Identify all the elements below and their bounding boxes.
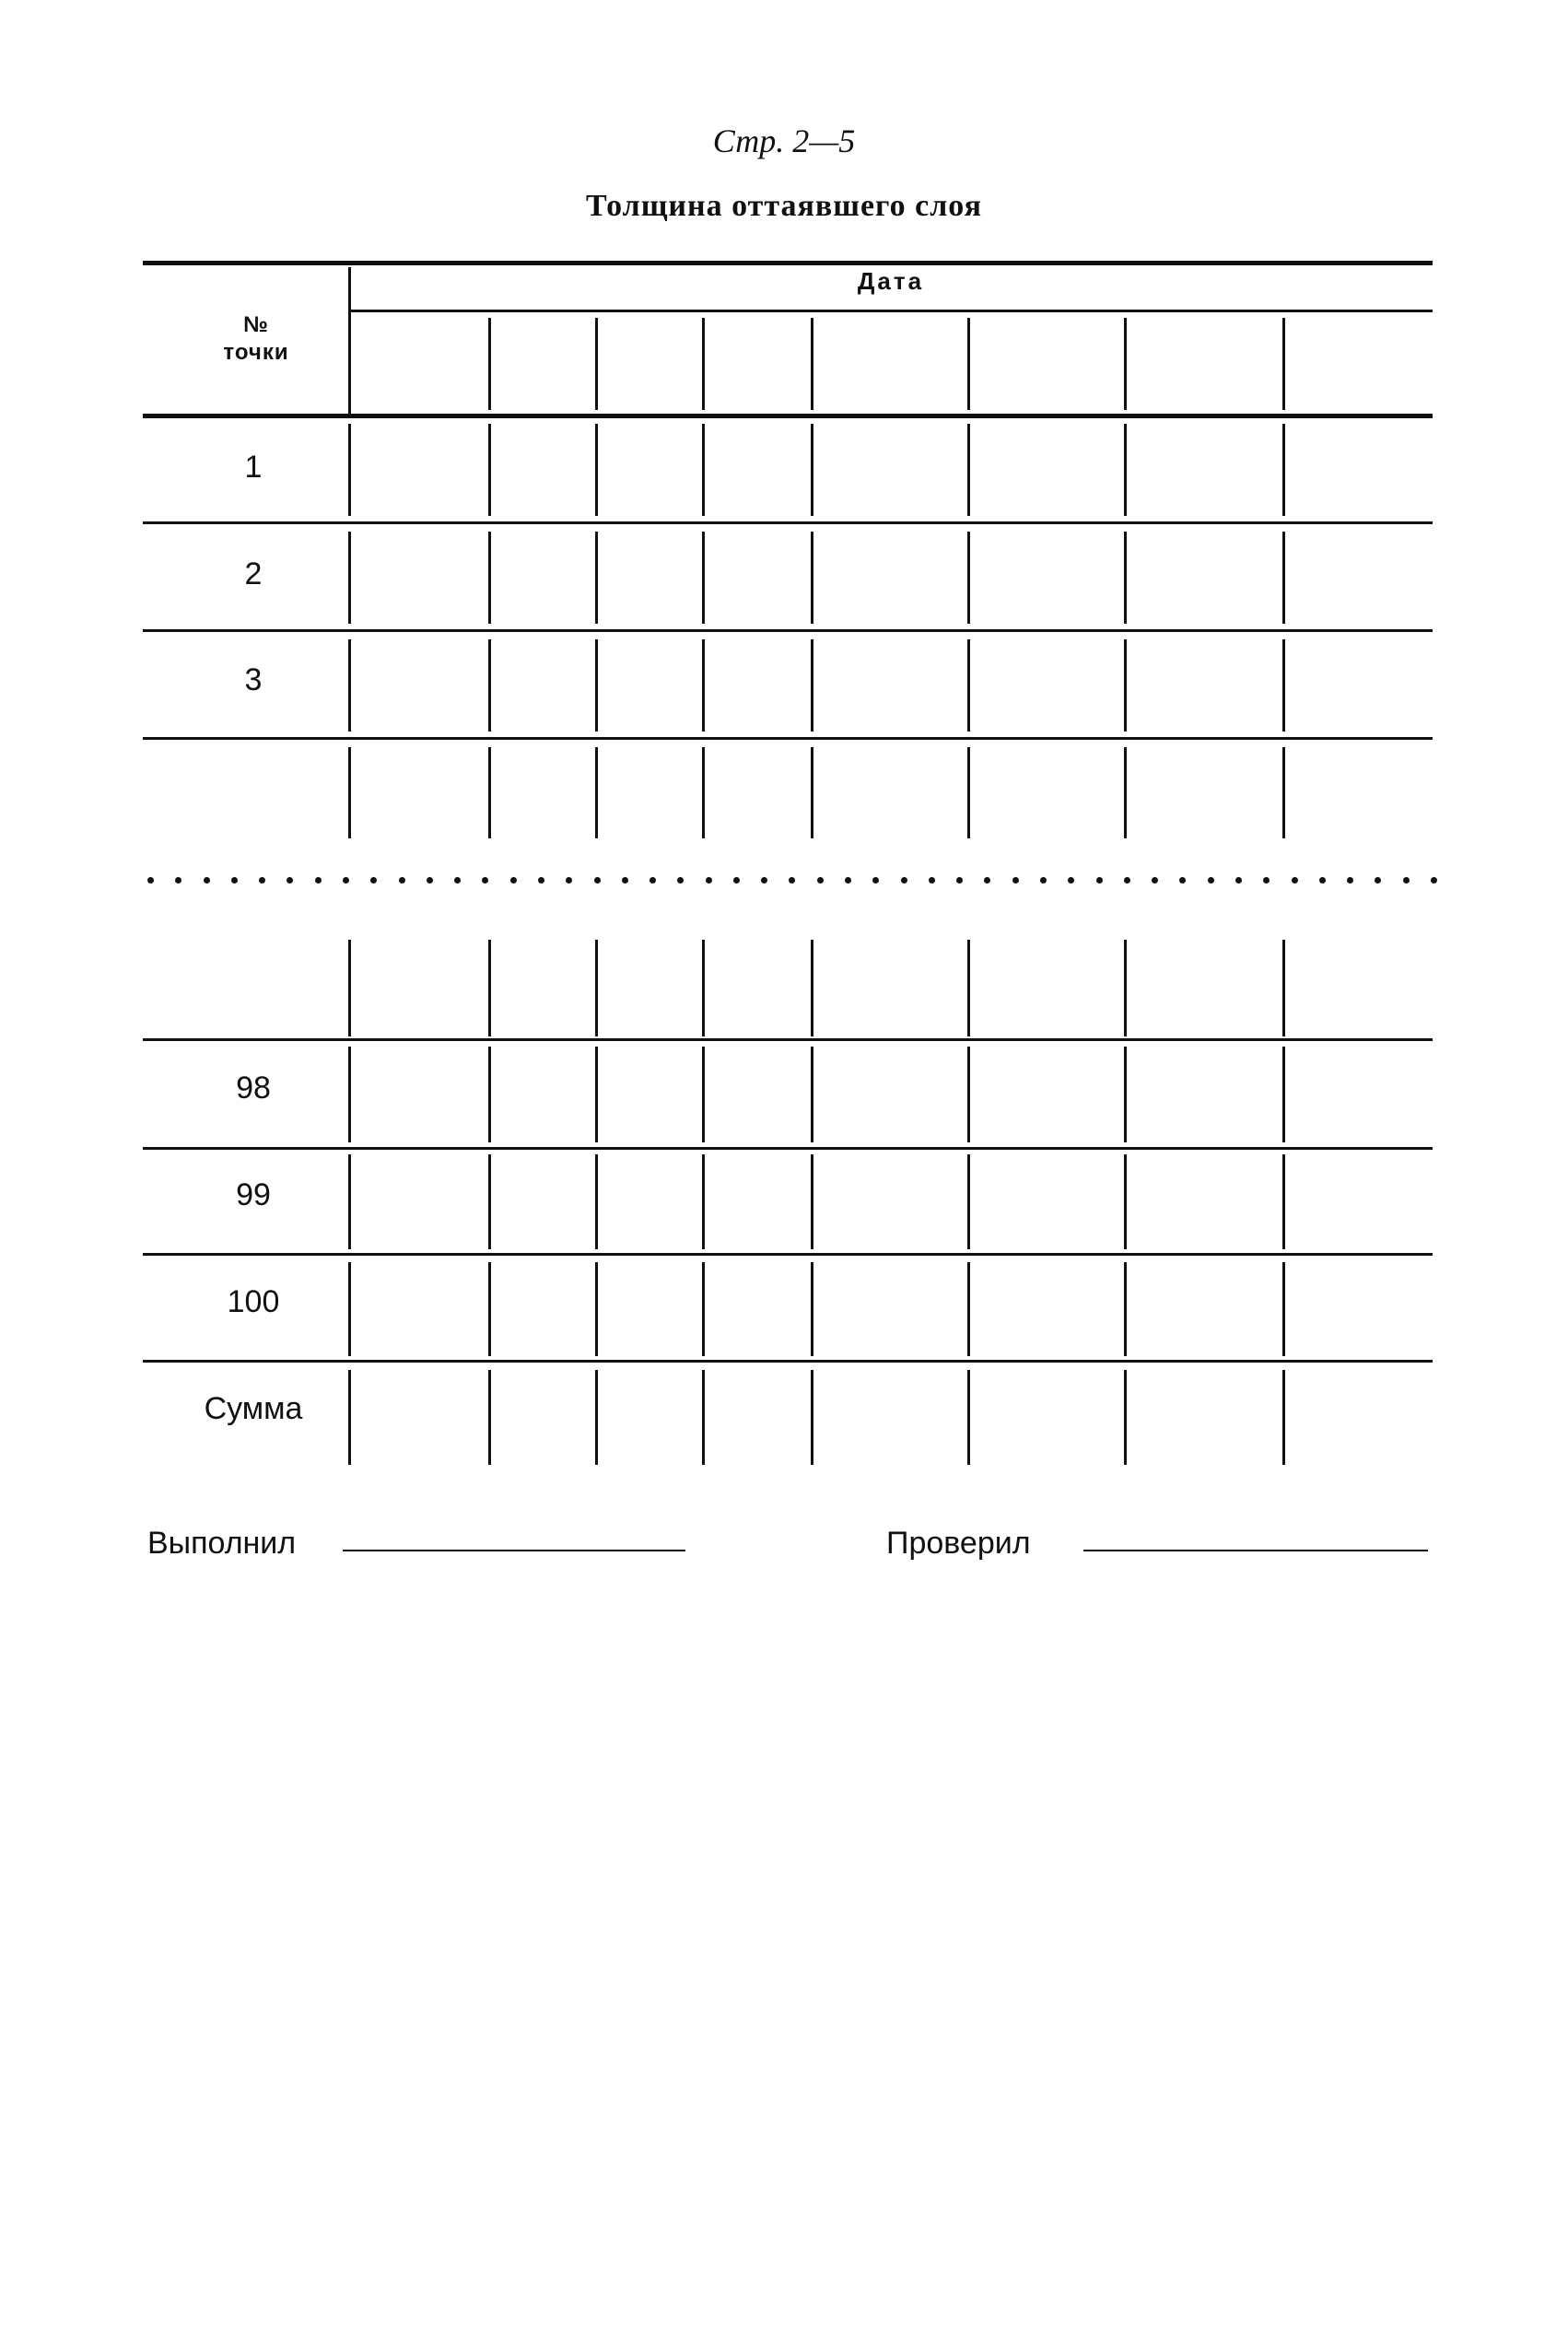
ellipsis-dot bbox=[1124, 877, 1130, 884]
ellipsis-dot bbox=[231, 877, 238, 884]
row-separator bbox=[143, 737, 1433, 740]
ellipsis-dot bbox=[1263, 877, 1270, 884]
column-line bbox=[702, 639, 705, 731]
column-line bbox=[348, 747, 351, 838]
column-line bbox=[1282, 940, 1285, 1036]
ellipsis-dot bbox=[649, 877, 656, 884]
column-line bbox=[967, 1262, 970, 1356]
column-line bbox=[702, 940, 705, 1036]
column-line bbox=[1282, 1154, 1285, 1249]
column-line bbox=[488, 1154, 491, 1249]
ellipsis-dot bbox=[287, 877, 293, 884]
ellipsis-dot bbox=[566, 877, 572, 884]
column-line bbox=[1124, 1370, 1127, 1465]
column-line bbox=[967, 747, 970, 838]
ellipsis-dot bbox=[677, 877, 684, 884]
ellipsis-dot bbox=[1375, 877, 1381, 884]
ellipsis-dot bbox=[1179, 877, 1186, 884]
header-bottom-rule bbox=[143, 414, 1433, 418]
column-line bbox=[1282, 747, 1285, 838]
ellipsis-dot bbox=[147, 877, 154, 884]
column-line bbox=[811, 747, 813, 838]
column-line bbox=[488, 747, 491, 838]
ellipsis-dot bbox=[1096, 877, 1103, 884]
column-line bbox=[1282, 532, 1285, 624]
column-line bbox=[488, 1262, 491, 1356]
column-line bbox=[488, 318, 491, 410]
column-line bbox=[595, 1047, 598, 1142]
column-line bbox=[1124, 318, 1127, 410]
checked-by-label: Проверил bbox=[886, 1526, 1031, 1561]
header-point-label bbox=[146, 311, 367, 367]
column-line bbox=[595, 532, 598, 624]
ellipsis-dot bbox=[1152, 877, 1158, 884]
column-line bbox=[811, 1154, 813, 1249]
ellipsis-dot bbox=[427, 877, 433, 884]
column-line bbox=[348, 940, 351, 1036]
table-top-rule bbox=[143, 261, 1433, 265]
ellipsis-dot bbox=[315, 877, 322, 884]
column-line bbox=[1282, 639, 1285, 731]
row-label-sum: Сумма bbox=[204, 1391, 303, 1426]
row-separator bbox=[143, 1253, 1433, 1256]
row-separator bbox=[143, 1360, 1433, 1363]
column-line bbox=[1282, 1047, 1285, 1142]
column-line bbox=[1282, 424, 1285, 516]
column-line bbox=[702, 532, 705, 624]
performed-by-label: Выполнил bbox=[147, 1526, 297, 1561]
column-line bbox=[967, 639, 970, 731]
column-line bbox=[967, 1154, 970, 1249]
column-line bbox=[967, 940, 970, 1036]
column-line bbox=[967, 532, 970, 624]
row-label-1: 1 bbox=[244, 450, 263, 485]
column-line bbox=[595, 1154, 598, 1249]
ellipsis-dot bbox=[901, 877, 907, 884]
column-line bbox=[1124, 639, 1127, 731]
column-line bbox=[967, 318, 970, 410]
page-number: Стр. 2—5 bbox=[712, 123, 856, 159]
checked-by-line[interactable] bbox=[1083, 1550, 1428, 1551]
column-line bbox=[488, 940, 491, 1036]
column-line bbox=[1282, 1370, 1285, 1465]
ellipsis-dot bbox=[1068, 877, 1074, 884]
column-line bbox=[811, 318, 813, 410]
ellipsis-dot bbox=[706, 877, 712, 884]
row-label-100: 100 bbox=[227, 1284, 280, 1319]
column-line bbox=[702, 747, 705, 838]
column-line bbox=[1124, 940, 1127, 1036]
row-separator bbox=[143, 1038, 1433, 1041]
column-line bbox=[595, 424, 598, 516]
ellipsis-dot bbox=[1403, 877, 1410, 884]
ellipsis-dot bbox=[594, 877, 601, 884]
ellipsis-dot bbox=[259, 877, 265, 884]
column-line bbox=[1282, 318, 1285, 410]
table-title: Толщина оттаявшего слоя bbox=[585, 189, 983, 223]
ellipsis-dot bbox=[1347, 877, 1353, 884]
row-separator bbox=[143, 629, 1433, 632]
ellipsis-dot bbox=[872, 877, 879, 884]
column-line bbox=[488, 424, 491, 516]
column-line bbox=[702, 1370, 705, 1465]
column-line bbox=[595, 747, 598, 838]
header-date-label: Дата bbox=[857, 267, 925, 295]
column-line bbox=[702, 1154, 705, 1249]
row-separator bbox=[143, 1147, 1433, 1150]
row-label-99: 99 bbox=[236, 1177, 271, 1212]
column-line bbox=[811, 940, 813, 1036]
column-line bbox=[1124, 532, 1127, 624]
ellipsis-dot bbox=[817, 877, 824, 884]
column-line bbox=[967, 424, 970, 516]
column-line bbox=[967, 1370, 970, 1465]
ellipsis-dot bbox=[1319, 877, 1326, 884]
column-line bbox=[1124, 747, 1127, 838]
column-line bbox=[811, 1262, 813, 1356]
column-line bbox=[702, 1262, 705, 1356]
header-point-word: точки bbox=[223, 340, 289, 365]
ellipsis-dot bbox=[1431, 877, 1437, 884]
column-line bbox=[488, 1047, 491, 1142]
column-line bbox=[595, 1262, 598, 1356]
ellipsis-dot bbox=[761, 877, 767, 884]
column-line bbox=[811, 532, 813, 624]
column-line bbox=[488, 532, 491, 624]
ellipsis-dots-row bbox=[147, 877, 1437, 884]
column-line bbox=[488, 1370, 491, 1465]
column-line bbox=[1282, 1262, 1285, 1356]
ellipsis-dot bbox=[399, 877, 405, 884]
column-line bbox=[811, 639, 813, 731]
column-line bbox=[1124, 1262, 1127, 1356]
column-line bbox=[811, 424, 813, 516]
performed-by-line[interactable] bbox=[343, 1550, 685, 1551]
ellipsis-dot bbox=[343, 877, 349, 884]
ellipsis-dot bbox=[929, 877, 935, 884]
column-line bbox=[1124, 1154, 1127, 1249]
row-label-2: 2 bbox=[244, 556, 263, 591]
ellipsis-dot bbox=[1040, 877, 1047, 884]
column-line bbox=[702, 318, 705, 410]
ellipsis-dot bbox=[622, 877, 628, 884]
ellipsis-dot bbox=[454, 877, 461, 884]
row-separator bbox=[143, 521, 1433, 524]
ellipsis-dot bbox=[984, 877, 990, 884]
ellipsis-dot bbox=[1012, 877, 1019, 884]
ellipsis-dot bbox=[482, 877, 488, 884]
ellipsis-dot bbox=[733, 877, 740, 884]
column-line bbox=[967, 1047, 970, 1142]
row-label-98: 98 bbox=[236, 1071, 271, 1106]
ellipsis-dot bbox=[204, 877, 210, 884]
column-line bbox=[1124, 1047, 1127, 1142]
ellipsis-dot bbox=[956, 877, 963, 884]
column-line bbox=[595, 318, 598, 410]
ellipsis-dot bbox=[789, 877, 795, 884]
ellipsis-dot bbox=[1292, 877, 1298, 884]
column-line bbox=[595, 639, 598, 731]
ellipsis-dot bbox=[845, 877, 851, 884]
column-line bbox=[811, 1047, 813, 1142]
row-label-3: 3 bbox=[244, 662, 263, 697]
header-point-number-sign: № bbox=[243, 312, 269, 337]
ellipsis-dot bbox=[510, 877, 517, 884]
column-line bbox=[595, 940, 598, 1036]
ellipsis-dot bbox=[1208, 877, 1214, 884]
column-line bbox=[488, 639, 491, 731]
column-line bbox=[811, 1370, 813, 1465]
ellipsis-dot bbox=[370, 877, 377, 884]
column-line bbox=[595, 1370, 598, 1465]
ellipsis-dot bbox=[1235, 877, 1242, 884]
column-line bbox=[1124, 424, 1127, 516]
ellipsis-dot bbox=[175, 877, 181, 884]
date-subheader-rule bbox=[351, 310, 1433, 312]
column-line bbox=[702, 1047, 705, 1142]
ellipsis-dot bbox=[538, 877, 544, 884]
column-line bbox=[702, 424, 705, 516]
